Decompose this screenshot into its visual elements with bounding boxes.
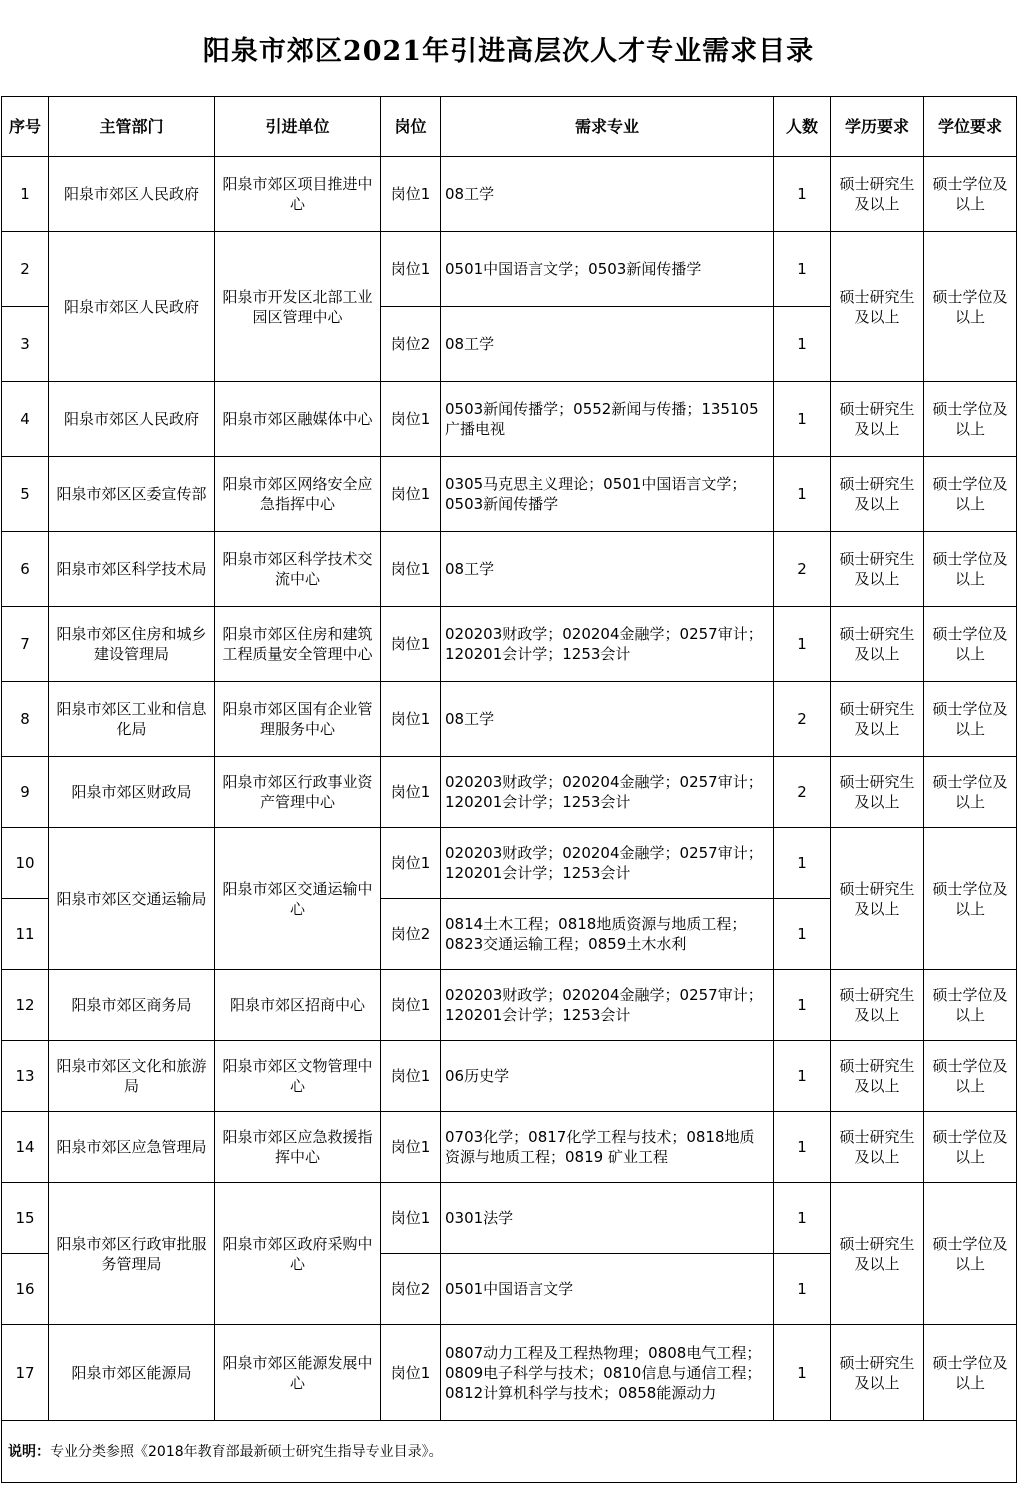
header-unit: 引进单位 — [215, 97, 381, 157]
cell-major: 0814土木工程；0818地质资源与地质工程；0823交通运输工程；0859土木水利 — [441, 899, 774, 970]
cell-edu: 硕士研究生及以上 — [831, 157, 924, 232]
cell-post: 岗位1 — [381, 607, 441, 682]
table-row — [2, 757, 1017, 828]
cell-edu: 硕士研究生及以上 — [831, 828, 924, 970]
note-cell — [2, 1421, 1017, 1483]
cell-count: 1 — [774, 1041, 831, 1112]
cell-count: 1 — [774, 607, 831, 682]
cell-post: 岗位1 — [381, 1112, 441, 1183]
cell-count: 1 — [774, 1254, 831, 1325]
cell-unit: 阳泉市郊区国有企业管理服务中心 — [215, 682, 381, 757]
cell-degree: 硕士学位及以上 — [924, 757, 1017, 828]
note-text: 专业分类参照《2018年教育部最新硕士研究生指导专业目录》。 — [50, 1443, 443, 1460]
cell-count: 1 — [774, 307, 831, 382]
cell-edu: 硕士研究生及以上 — [831, 457, 924, 532]
cell-post: 岗位1 — [381, 532, 441, 607]
cell-unit: 阳泉市郊区行政事业资产管理中心 — [215, 757, 381, 828]
table-row — [2, 1041, 1017, 1112]
cell-count: 1 — [774, 899, 831, 970]
cell-major: 020203财政学；020204金融学；0257审计；120201会计学；1253会计 — [441, 970, 774, 1041]
cell-no: 16 — [2, 1254, 49, 1325]
cell-post: 岗位1 — [381, 232, 441, 307]
cell-edu: 硕士研究生及以上 — [831, 1041, 924, 1112]
cell-post: 岗位2 — [381, 1254, 441, 1325]
cell-post: 岗位1 — [381, 1325, 441, 1421]
cell-degree: 硕士学位及以上 — [924, 232, 1017, 382]
cell-degree: 硕士学位及以上 — [924, 1183, 1017, 1325]
cell-degree: 硕士学位及以上 — [924, 1041, 1017, 1112]
page-title: 阳泉市郊区2021年引进高层次人才专业需求目录 — [202, 35, 815, 67]
table-row — [2, 457, 1017, 532]
cell-no: 13 — [2, 1041, 49, 1112]
cell-unit: 阳泉市郊区政府采购中心 — [215, 1183, 381, 1325]
cell-dept: 阳泉市郊区应急管理局 — [49, 1112, 215, 1183]
cell-edu: 硕士研究生及以上 — [831, 1325, 924, 1421]
cell-degree: 硕士学位及以上 — [924, 382, 1017, 457]
talent-demand-table — [1, 96, 1017, 1483]
cell-dept: 阳泉市郊区能源局 — [49, 1325, 215, 1421]
table-row — [2, 607, 1017, 682]
cell-major: 0503新闻传播学；0552新闻与传播；135105广播电视 — [441, 382, 774, 457]
header-edu: 学历要求 — [831, 97, 924, 157]
table-row — [2, 1325, 1017, 1421]
cell-count: 1 — [774, 970, 831, 1041]
cell-edu: 硕士研究生及以上 — [831, 757, 924, 828]
cell-count: 1 — [774, 157, 831, 232]
cell-post: 岗位1 — [381, 682, 441, 757]
cell-edu: 硕士研究生及以上 — [831, 607, 924, 682]
cell-unit: 阳泉市郊区网络安全应急指挥中心 — [215, 457, 381, 532]
cell-edu: 硕士研究生及以上 — [831, 1183, 924, 1325]
cell-degree: 硕士学位及以上 — [924, 157, 1017, 232]
cell-degree: 硕士学位及以上 — [924, 1112, 1017, 1183]
cell-unit: 阳泉市郊区招商中心 — [215, 970, 381, 1041]
cell-dept: 阳泉市郊区商务局 — [49, 970, 215, 1041]
cell-unit: 阳泉市开发区北部工业园区管理中心 — [215, 232, 381, 382]
table-row — [2, 1183, 1017, 1254]
cell-post: 岗位1 — [381, 757, 441, 828]
cell-major: 020203财政学；020204金融学；0257审计；120201会计学；1253会计 — [441, 828, 774, 899]
cell-no: 11 — [2, 899, 49, 970]
cell-no: 15 — [2, 1183, 49, 1254]
table-row — [2, 232, 1017, 307]
cell-unit: 阳泉市郊区能源发展中心 — [215, 1325, 381, 1421]
cell-post: 岗位1 — [381, 457, 441, 532]
cell-post: 岗位2 — [381, 899, 441, 970]
cell-major: 08工学 — [441, 532, 774, 607]
cell-dept: 阳泉市郊区文化和旅游局 — [49, 1041, 215, 1112]
table-row — [2, 828, 1017, 899]
cell-count: 1 — [774, 1325, 831, 1421]
cell-edu: 硕士研究生及以上 — [831, 232, 924, 382]
cell-count: 2 — [774, 757, 831, 828]
cell-unit: 阳泉市郊区住房和建筑工程质量安全管理中心 — [215, 607, 381, 682]
cell-major: 020203财政学；020204金融学；0257审计；120201会计学；1253会计 — [441, 757, 774, 828]
cell-no: 2 — [2, 232, 49, 307]
cell-major: 0501中国语言文学；0503新闻传播学 — [441, 232, 774, 307]
cell-dept: 阳泉市郊区行政审批服务管理局 — [49, 1183, 215, 1325]
cell-no: 14 — [2, 1112, 49, 1183]
cell-post: 岗位1 — [381, 1183, 441, 1254]
cell-no: 4 — [2, 382, 49, 457]
cell-edu: 硕士研究生及以上 — [831, 970, 924, 1041]
cell-unit: 阳泉市郊区融媒体中心 — [215, 382, 381, 457]
cell-dept: 阳泉市郊区科学技术局 — [49, 532, 215, 607]
cell-no: 8 — [2, 682, 49, 757]
header-degree: 学位要求 — [924, 97, 1017, 157]
cell-edu: 硕士研究生及以上 — [831, 382, 924, 457]
header-row — [2, 97, 1017, 157]
cell-major: 0703化学；0817化学工程与技术；0818地质资源与地质工程；0819 矿业工程 — [441, 1112, 774, 1183]
cell-degree: 硕士学位及以上 — [924, 532, 1017, 607]
cell-no: 6 — [2, 532, 49, 607]
cell-no: 9 — [2, 757, 49, 828]
cell-count: 1 — [774, 1183, 831, 1254]
note-label: 说明： — [8, 1443, 50, 1460]
table-row — [2, 382, 1017, 457]
table-row — [2, 1112, 1017, 1183]
cell-degree: 硕士学位及以上 — [924, 457, 1017, 532]
note-row — [2, 1421, 1017, 1483]
table-row — [2, 157, 1017, 232]
cell-post: 岗位1 — [381, 828, 441, 899]
cell-major: 0807动力工程及工程热物理；0808电气工程；0809电子科学与技术；0810信息与通信工程；0812计算机科学与技术；0858能源动力 — [441, 1325, 774, 1421]
cell-degree: 硕士学位及以上 — [924, 828, 1017, 970]
cell-major: 08工学 — [441, 157, 774, 232]
cell-major: 0301法学 — [441, 1183, 774, 1254]
cell-dept: 阳泉市郊区人民政府 — [49, 157, 215, 232]
cell-dept: 阳泉市郊区财政局 — [49, 757, 215, 828]
cell-unit: 阳泉市郊区科学技术交流中心 — [215, 532, 381, 607]
cell-degree: 硕士学位及以上 — [924, 970, 1017, 1041]
cell-major: 08工学 — [441, 307, 774, 382]
cell-no: 7 — [2, 607, 49, 682]
cell-count: 1 — [774, 1112, 831, 1183]
header-dept: 主管部门 — [49, 97, 215, 157]
table-row — [2, 532, 1017, 607]
cell-major: 0501中国语言文学 — [441, 1254, 774, 1325]
header-no: 序号 — [2, 97, 49, 157]
cell-major: 08工学 — [441, 682, 774, 757]
cell-degree: 硕士学位及以上 — [924, 607, 1017, 682]
cell-count: 1 — [774, 382, 831, 457]
cell-unit: 阳泉市郊区应急救援指挥中心 — [215, 1112, 381, 1183]
cell-no: 10 — [2, 828, 49, 899]
cell-dept: 阳泉市郊区交通运输局 — [49, 828, 215, 970]
cell-count: 1 — [774, 457, 831, 532]
table-row — [2, 682, 1017, 757]
cell-unit: 阳泉市郊区项目推进中心 — [215, 157, 381, 232]
cell-post: 岗位1 — [381, 1041, 441, 1112]
cell-no: 5 — [2, 457, 49, 532]
table-row — [2, 970, 1017, 1041]
cell-dept: 阳泉市郊区人民政府 — [49, 382, 215, 457]
cell-degree: 硕士学位及以上 — [924, 1325, 1017, 1421]
cell-major: 020203财政学；020204金融学；0257审计；120201会计学；1253会计 — [441, 607, 774, 682]
cell-no: 1 — [2, 157, 49, 232]
cell-post: 岗位1 — [381, 157, 441, 232]
header-post: 岗位 — [381, 97, 441, 157]
cell-unit: 阳泉市郊区文物管理中心 — [215, 1041, 381, 1112]
cell-unit: 阳泉市郊区交通运输中心 — [215, 828, 381, 970]
cell-edu: 硕士研究生及以上 — [831, 532, 924, 607]
cell-count: 1 — [774, 828, 831, 899]
cell-major: 0305马克思主义理论；0501中国语言文学；0503新闻传播学 — [441, 457, 774, 532]
header-count: 人数 — [774, 97, 831, 157]
cell-dept: 阳泉市郊区住房和城乡建设管理局 — [49, 607, 215, 682]
cell-dept: 阳泉市郊区区委宣传部 — [49, 457, 215, 532]
cell-no: 17 — [2, 1325, 49, 1421]
cell-no: 12 — [2, 970, 49, 1041]
cell-count: 1 — [774, 232, 831, 307]
cell-count: 2 — [774, 682, 831, 757]
cell-post: 岗位2 — [381, 307, 441, 382]
cell-no: 3 — [2, 307, 49, 382]
cell-degree: 硕士学位及以上 — [924, 682, 1017, 757]
cell-dept: 阳泉市郊区人民政府 — [49, 232, 215, 382]
cell-edu: 硕士研究生及以上 — [831, 682, 924, 757]
cell-count: 2 — [774, 532, 831, 607]
cell-dept: 阳泉市郊区工业和信息化局 — [49, 682, 215, 757]
header-major: 需求专业 — [441, 97, 774, 157]
cell-post: 岗位1 — [381, 382, 441, 457]
cell-post: 岗位1 — [381, 970, 441, 1041]
cell-major: 06历史学 — [441, 1041, 774, 1112]
cell-edu: 硕士研究生及以上 — [831, 1112, 924, 1183]
